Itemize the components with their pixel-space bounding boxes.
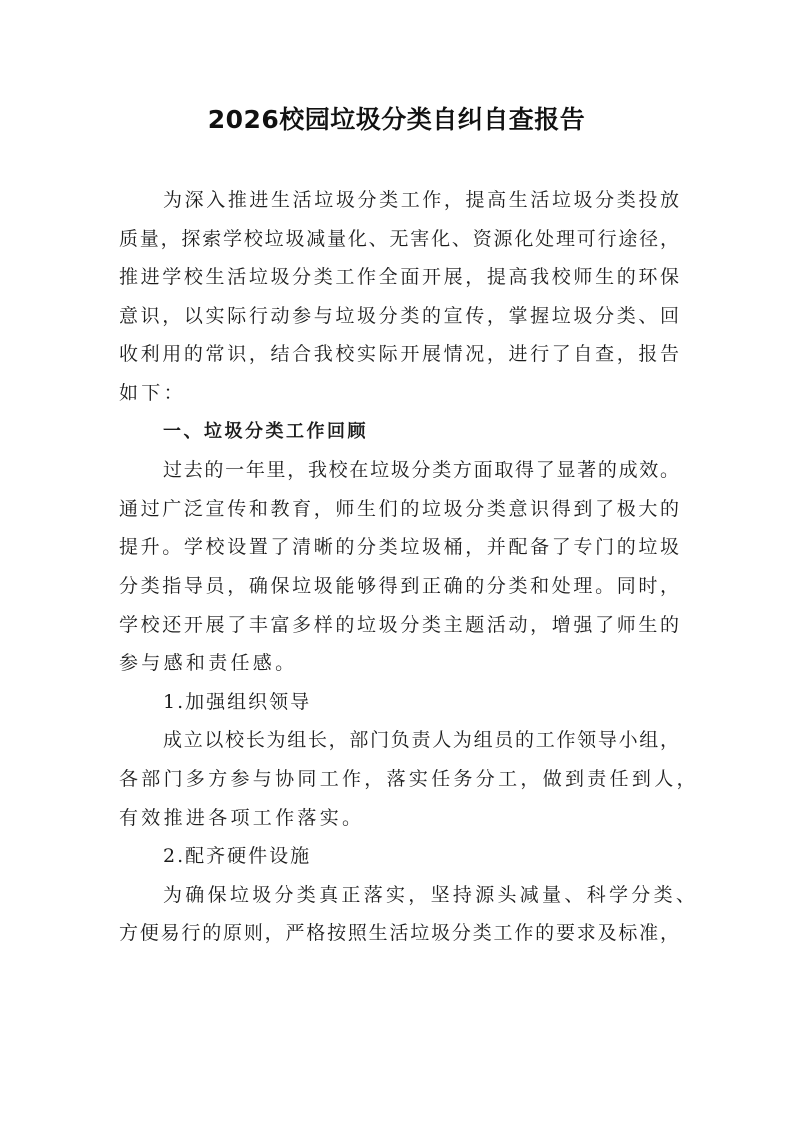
text-line: 成立以校长为组长，部门负责人为组员的工作领导小组， (163, 729, 679, 752)
text-line: 质量，探索学校垃圾减量化、无害化、资源化处理可行途径， (119, 227, 679, 250)
text-line: 为深入推进生活垃圾分类工作，提高生活垃圾分类投放 (163, 189, 679, 211)
text-line: 收利用的常识，结合我校实际开展情况，进行了自查，报告 (119, 343, 679, 366)
text-line: 有效推进各项工作落实。 (119, 806, 365, 829)
text-line: 学校还开展了丰富多样的垃圾分类主题活动，增强了师生的 (119, 613, 679, 636)
text-line: 提升。学校设置了清晰的分类垃圾桶，并配备了专门的垃圾 (119, 536, 679, 559)
text-line: 通过广泛宣传和教育，师生们的垃圾分类意识得到了极大的 (119, 497, 679, 520)
subsection-heading: 2.配齐硬件设施 (163, 845, 312, 868)
text-line: 推进学校生活垃圾分类工作全面开展，提高我校师生的环保 (119, 266, 679, 289)
section1-paragraph (119, 451, 679, 683)
document-body (119, 181, 699, 953)
text-line: 参与感和责任感。 (119, 652, 298, 675)
text-line: 为确保垃圾分类真正落实，坚持源头减量、科学分类、 (163, 883, 699, 906)
text-line: 过去的一年里，我校在垃圾分类方面取得了显著的成效。 (163, 459, 679, 482)
text-line: 各部门多方参与协同工作，落实任务分工，做到责任到人， (119, 767, 699, 790)
text-line: 意识，以实际行动参与垃圾分类的宣传，掌握垃圾分类、回 (119, 304, 679, 327)
text-line: 分类指导员，确保垃圾能够得到正确的分类和处理。同时， (119, 574, 679, 597)
subsection1-paragraph (119, 721, 699, 837)
intro-paragraph (119, 181, 679, 413)
text-line: 如下： (119, 381, 186, 404)
text-line: 方便易行的原则，严格按照生活垃圾分类工作的要求及标准， (119, 922, 679, 945)
document-title: 2026校园垃圾分类自纠自查报告 (207, 105, 586, 134)
section-heading: 一、垃圾分类工作回顾 (163, 420, 368, 442)
subsection-heading: 1.加强组织领导 (163, 690, 312, 713)
subsection2-paragraph (119, 876, 699, 953)
